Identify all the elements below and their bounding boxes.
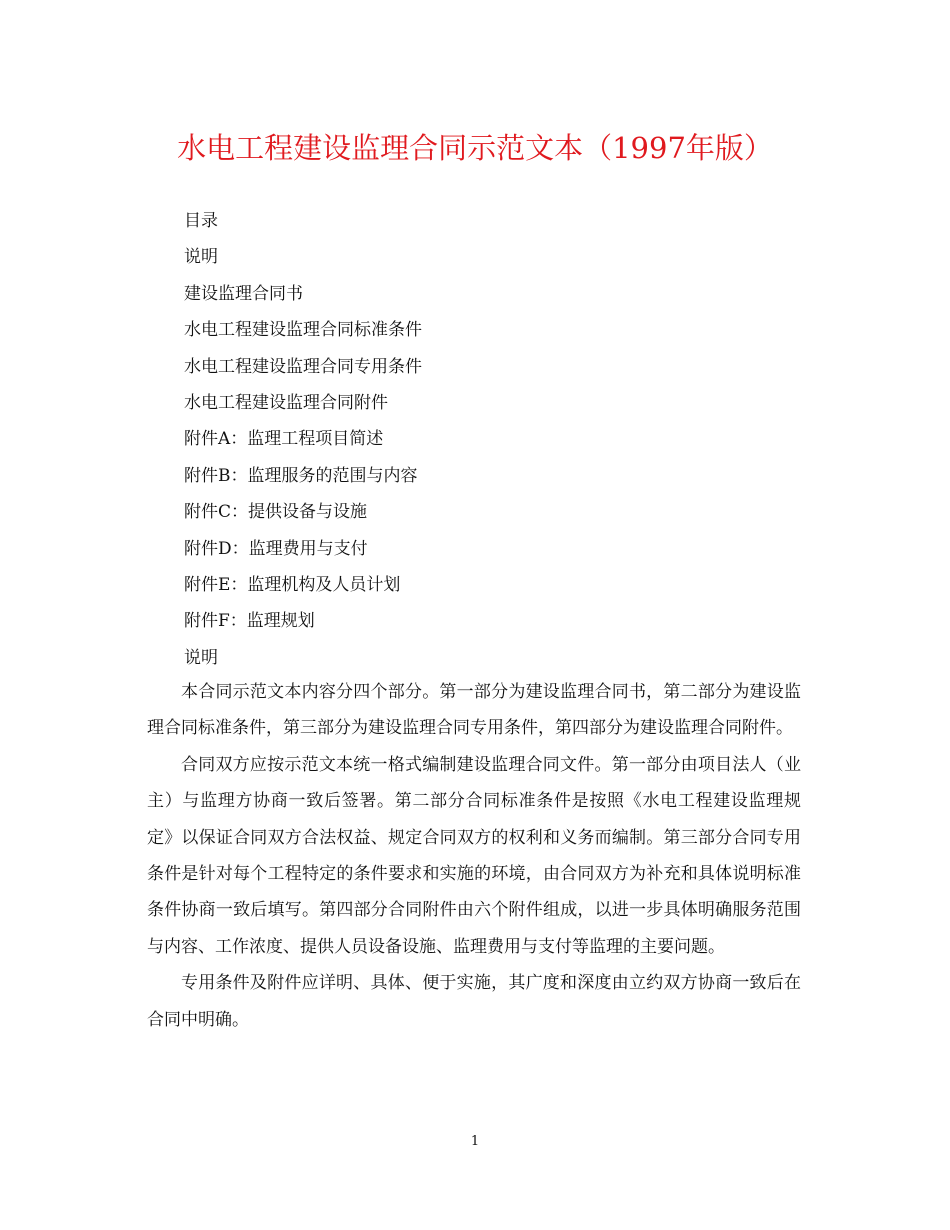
- toc-item: 建设监理合同书: [184, 283, 303, 304]
- paragraph: 专用条件及附件应详明、具体、便于实施，其广度和深度由立约双方协商一致后在合同中明确。: [147, 973, 801, 1030]
- paragraph: 本合同示范文本内容分四个部分。第一部分为建设监理合同书，第二部分为建设监理合同标准条件，第三部分为建设监理合同专用条件，第四部分为建设监理合同附件。: [147, 682, 801, 739]
- body-text: [147, 674, 801, 1038]
- toc-item: 附件A：监理工程项目简述: [184, 429, 384, 450]
- table-of-contents: [184, 207, 804, 680]
- toc-item: 水电工程建设监理合同标准条件: [184, 320, 422, 341]
- document-title: 水电工程建设监理合同示范文本（1997年版）: [177, 131, 773, 165]
- toc-item: 附件B：监理服务的范围与内容: [184, 465, 418, 486]
- toc-item: 水电工程建设监理合同专用条件: [184, 356, 422, 377]
- toc-item: 附件F：监理规划: [184, 611, 315, 632]
- page-number: 1: [470, 1134, 480, 1149]
- toc-item: 附件E：监理机构及人员计划: [184, 574, 401, 595]
- paragraph: 合同双方应按示范文本统一格式编制建设监理合同文件。第一部分由项目法人（业主）与监理方协商一致后签署。第二部分合同标准条件是按照《水电工程建设监理规定》以保证合同双方合法权益、规定合同双方的权利和义务而编制。第三部分合同专用条件是针对每个工程特定的条件要求和实施的环境，由合同双方为补充和具体说明标准条件协商一致后填写。第四部分合同附件由六个附件组成，以进一步具体明确服务范围与内容、工作浓度、提供人员设备设施、监理费用与支付等监理的主要问题。: [147, 754, 801, 957]
- toc-item: 目录: [184, 211, 218, 231]
- toc-item: 水电工程建设监理合同附件: [184, 392, 388, 413]
- toc-item: 附件C：提供设备与设施: [184, 502, 368, 523]
- toc-item: 说明: [184, 647, 218, 668]
- toc-item: 附件D：监理费用与支付: [184, 538, 368, 559]
- toc-item: 说明: [184, 247, 218, 268]
